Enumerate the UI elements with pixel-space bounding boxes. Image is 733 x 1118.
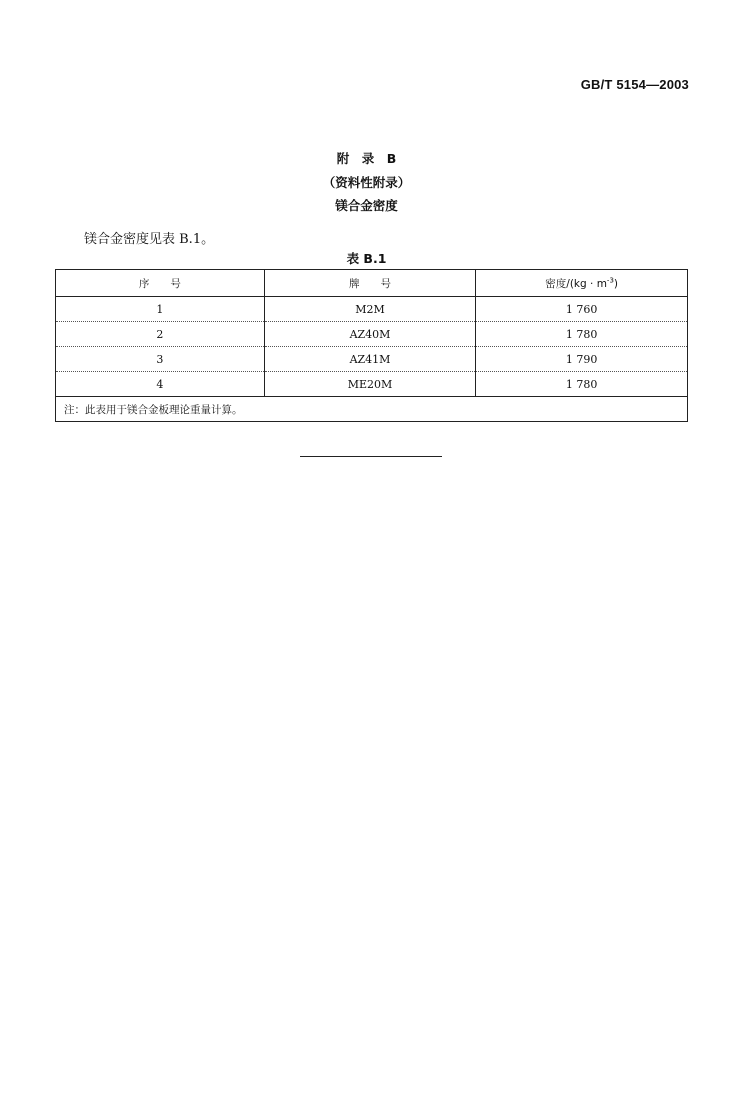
cell-seq: 1 <box>56 297 265 322</box>
standard-code: GB/T 5154—2003 <box>580 77 689 92</box>
appendix-subtitle: （资料性附录） <box>322 175 411 190</box>
column-header-grade: 牌 号 <box>264 270 476 297</box>
density-table <box>55 269 688 422</box>
table-note-row <box>56 397 688 422</box>
cell-seq: 4 <box>56 372 265 397</box>
table-row <box>56 347 688 372</box>
appendix-heading: 镁合金密度 <box>335 198 398 213</box>
cell-density: 1 780 <box>476 322 688 347</box>
cell-seq: 3 <box>56 347 265 372</box>
end-rule <box>300 456 442 457</box>
density-unit-label: 密度/(kg · m <box>545 277 607 290</box>
cell-grade: AZ41M <box>264 347 476 372</box>
appendix-title: 附 录 B <box>336 151 397 166</box>
intro-text: 镁合金密度见表 B.1。 <box>84 232 215 247</box>
cell-grade: ME20M <box>264 372 476 397</box>
cell-grade: AZ40M <box>264 322 476 347</box>
column-header-density <box>476 270 688 297</box>
cell-seq: 2 <box>56 322 265 347</box>
table-note: 注：此表用于镁合金板理论重量计算。 <box>56 397 688 422</box>
density-unit-close: ) <box>613 277 619 290</box>
cell-density: 1 760 <box>476 297 688 322</box>
table-row <box>56 297 688 322</box>
table-row <box>56 322 688 347</box>
cell-density: 1 780 <box>476 372 688 397</box>
table-row <box>56 372 688 397</box>
table-title: 表 B.1 <box>346 251 387 266</box>
cell-density: 1 790 <box>476 347 688 372</box>
density-unit-exponent: -3 <box>606 276 614 284</box>
column-header-seq: 序 号 <box>56 270 265 297</box>
cell-grade: M2M <box>264 297 476 322</box>
table-header-row <box>56 270 688 297</box>
